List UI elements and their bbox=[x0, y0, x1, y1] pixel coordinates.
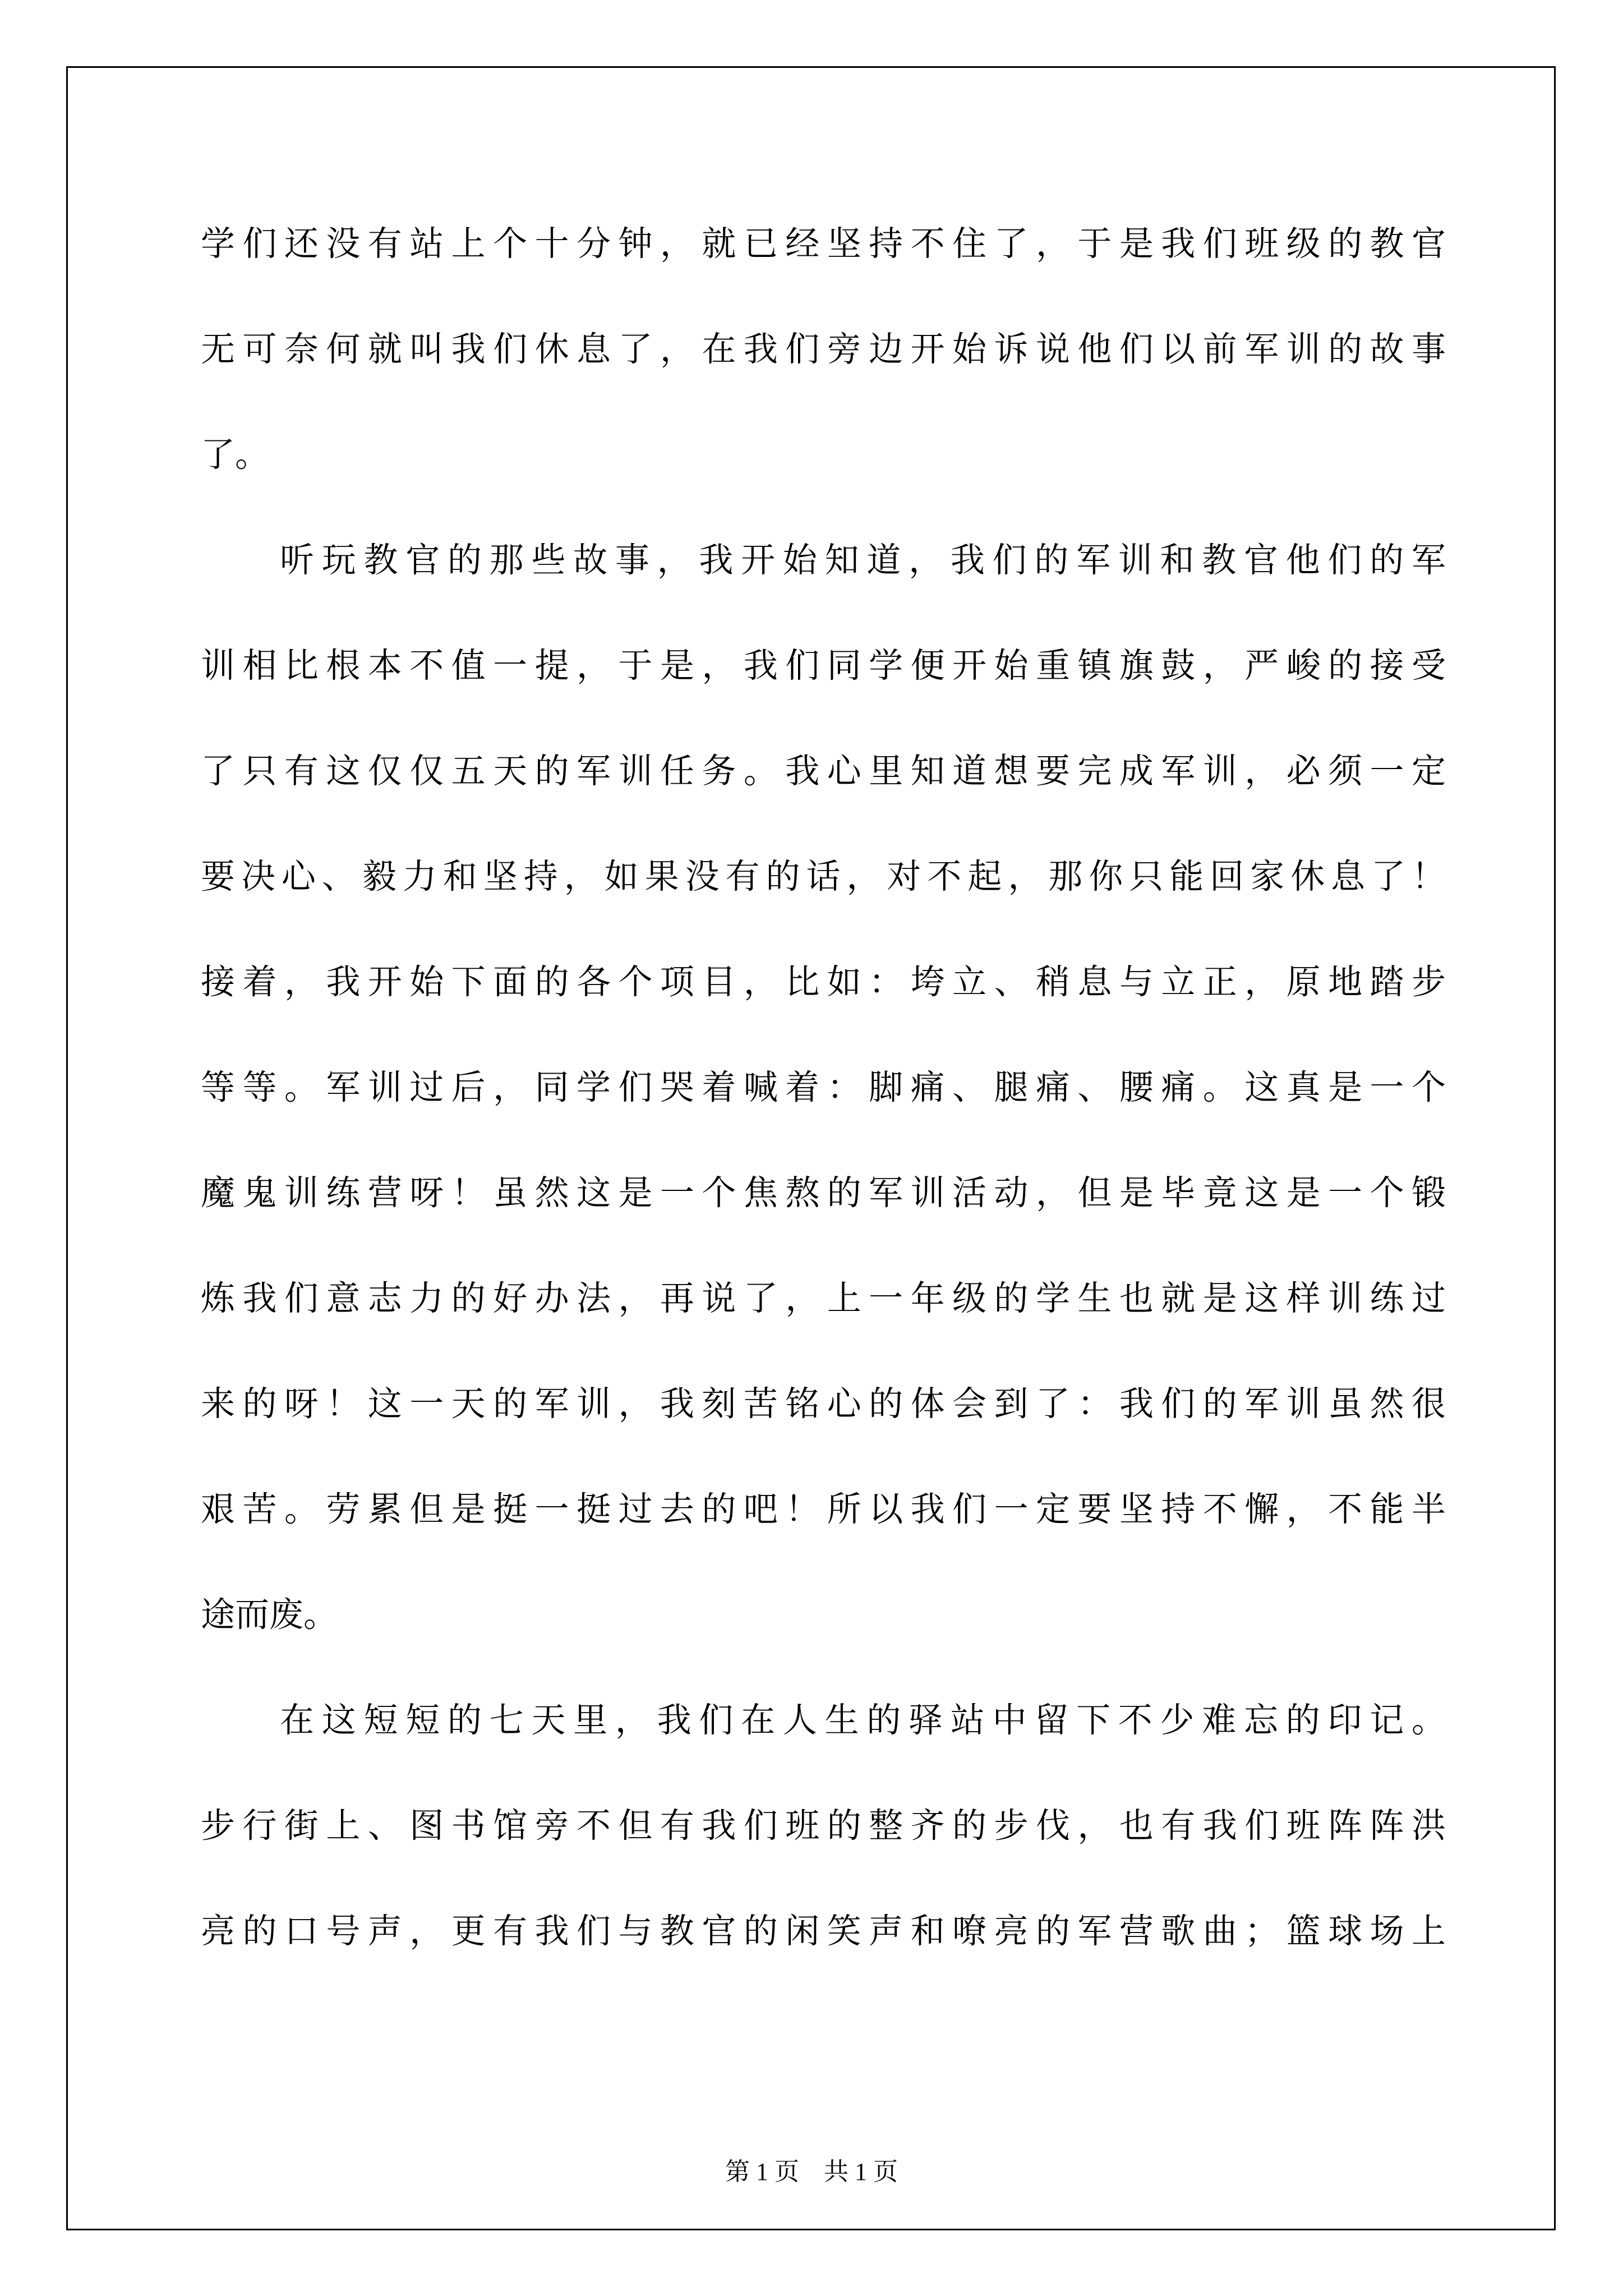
text-line-14: 途而废。 bbox=[201, 1595, 338, 1635]
text-line-17: 亮的口号声，更有我们与教官的闲笑声和嘹亮的军营歌曲；篮球场上 bbox=[201, 1911, 1446, 1951]
text-line-9: 等等。军训过后，同学们哭着喊着：脚痛、腿痛、腰痛。这真是一个 bbox=[201, 1068, 1446, 1107]
text-line-12: 来的呀！这一天的军训，我刻苦铭心的体会到了：我们的军训虽然很 bbox=[201, 1384, 1446, 1424]
text-line-8: 接着，我开始下面的各个项目，比如：垮立、稍息与立正，原地踏步 bbox=[201, 962, 1446, 1002]
text-line-6: 了只有这仅仅五天的军训任务。我心里知道想要完成军训，必须一定 bbox=[201, 751, 1446, 791]
text-line-10: 魔鬼训练营呀！虽然这是一个焦熬的军训活动，但是毕竟这是一个锻 bbox=[201, 1173, 1446, 1213]
text-line-4: 听玩教官的那些故事，我开始知道，我们的军训和教官他们的军 bbox=[280, 540, 1446, 580]
text-line-13: 艰苦。劳累但是挺一挺过去的吧！所以我们一定要坚持不懈，不能半 bbox=[201, 1489, 1446, 1529]
page-number-footer: 第 1 页 共 1 页 bbox=[725, 2158, 898, 2185]
text-line-2: 无可奈何就叫我们休息了，在我们旁边开始诉说他们以前军训的故事 bbox=[201, 329, 1446, 369]
text-line-3: 了。 bbox=[201, 435, 270, 475]
text-line-5: 训相比根本不值一提，于是，我们同学便开始重镇旗鼓，严峻的接受 bbox=[201, 646, 1446, 685]
text-line-16: 步行街上、图书馆旁不但有我们班的整齐的步伐，也有我们班阵阵洪 bbox=[201, 1806, 1446, 1846]
text-line-1: 学们还没有站上个十分钟，就已经坚持不住了，于是我们班级的教官 bbox=[201, 224, 1446, 264]
text-line-11: 炼我们意志力的好办法，再说了，上一年级的学生也就是这样训练过 bbox=[201, 1278, 1446, 1318]
document-body bbox=[201, 216, 1446, 2009]
text-line-7: 要决心、毅力和坚持，如果没有的话，对不起，那你只能回家休息了！ bbox=[201, 857, 1446, 896]
text-line-15: 在这短短的七天里，我们在人生的驿站中留下不少难忘的印记。 bbox=[280, 1700, 1446, 1740]
